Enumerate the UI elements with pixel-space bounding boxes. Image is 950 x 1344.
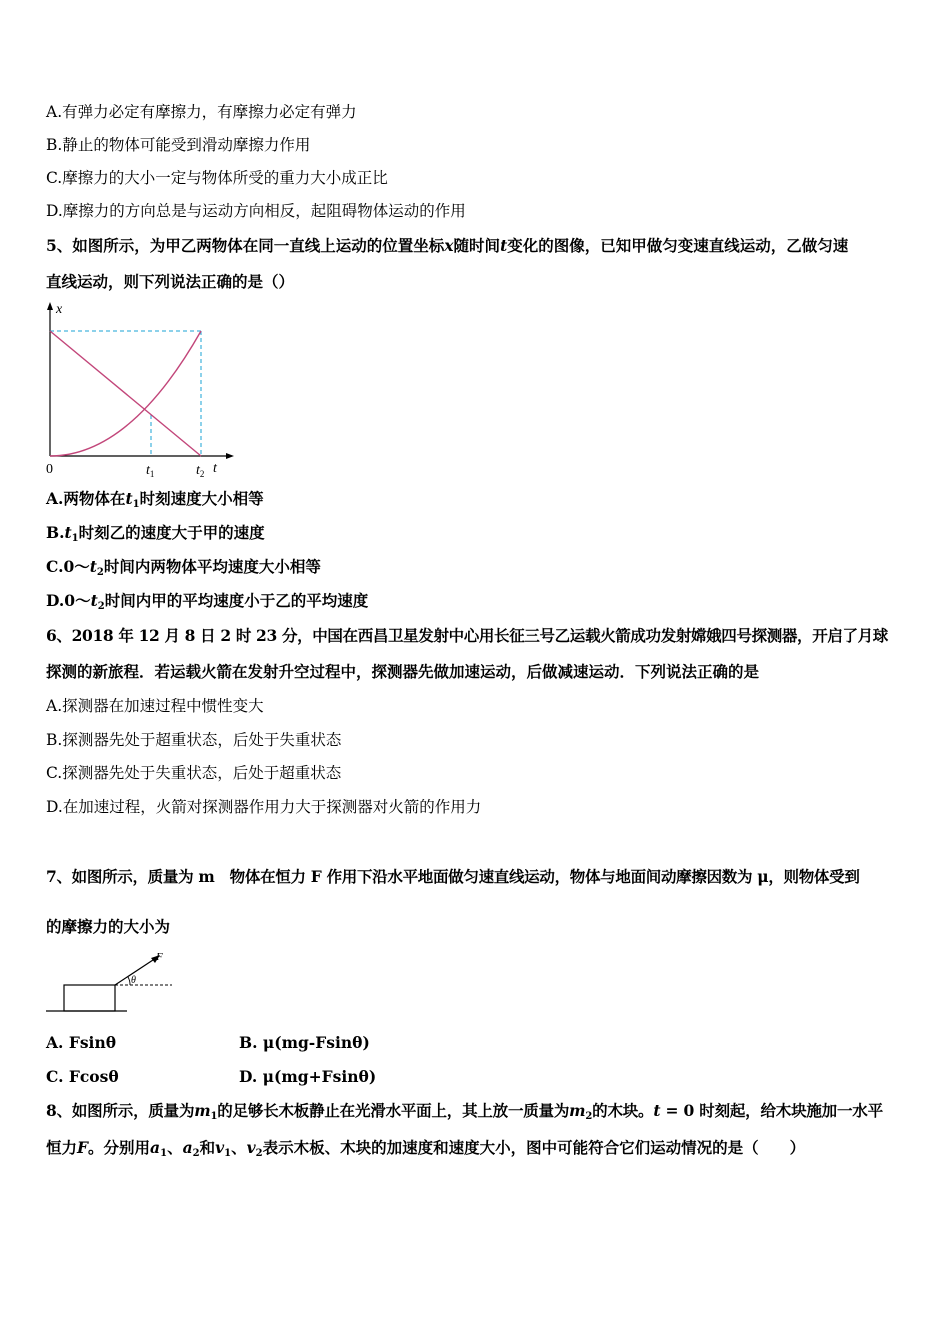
q6-option-d: D.在加速过程，火箭对探测器作用力大于探测器对火箭的作用力 xyxy=(46,798,482,816)
q5-var-x: x xyxy=(444,236,454,255)
q6-option-b: B.探测器先处于超重状态，后处于失重状态 xyxy=(46,731,342,749)
subscript: 2 xyxy=(585,1111,593,1122)
var-t: t xyxy=(64,523,72,542)
x-axis-label: t xyxy=(213,461,217,476)
subscript: 1 xyxy=(71,533,79,544)
var-m: m xyxy=(569,1101,586,1120)
q8-stem-line2 xyxy=(46,1138,805,1164)
q4-option-a: A.有弹力必定有摩擦力，有摩擦力必定有弹力 xyxy=(46,103,357,121)
subscript: 1 xyxy=(210,1111,218,1122)
q7-option-b: B. μ(mg-Fsinθ) xyxy=(239,1033,370,1052)
var-t: t xyxy=(125,489,133,508)
stem-text: 的足够长木板静止在光滑水平面上，其上放一质量为 xyxy=(217,1101,570,1120)
option-text: 时刻乙的速度大于甲的速度 xyxy=(78,523,265,542)
x-axis-arrow xyxy=(226,453,234,459)
line-yi-uniform xyxy=(50,331,201,456)
subscript: 2 xyxy=(255,1148,263,1159)
option-text: 时间内两物体平均速度大小相等 xyxy=(103,557,321,576)
q5-stem-line2: 直线运动，则下列说法正确的是（） xyxy=(46,272,295,291)
q7-block-force-figure xyxy=(44,948,178,1014)
option-text: 时间内甲的平均速度小于乙的平均速度 xyxy=(104,591,369,610)
subscript: 1 xyxy=(132,499,140,510)
angle-label: θ xyxy=(131,975,136,986)
q7-stem-line2: 的摩擦力的大小为 xyxy=(46,917,171,936)
q5-stem-text: 随时间 xyxy=(453,236,501,255)
option-text: B. xyxy=(46,523,65,542)
subscript: 2 xyxy=(192,1148,200,1159)
var-v: v xyxy=(246,1138,256,1157)
q8-stem-line1 xyxy=(46,1101,883,1127)
q5-option-d xyxy=(46,591,368,617)
q7-option-a: A. Fsinθ xyxy=(46,1033,117,1052)
var-t: t xyxy=(653,1101,661,1120)
t1-label-main: t xyxy=(146,463,150,478)
q5-var-t: t xyxy=(500,236,508,255)
t2-label-sub: 2 xyxy=(199,469,205,479)
stem-text: 表示木板、木块的加速度和速度大小，图中可能符合它们运动情况的是（ ） xyxy=(262,1138,806,1157)
option-text: A.两物体在 xyxy=(46,489,126,508)
var-a: a xyxy=(150,1138,161,1157)
y-axis-arrow xyxy=(47,302,53,310)
stem-text: 和 xyxy=(199,1138,216,1157)
t2-label-main: t xyxy=(196,463,200,478)
var-a: a xyxy=(182,1138,193,1157)
q5-option-a xyxy=(46,489,264,515)
subscript: 1 xyxy=(160,1148,168,1159)
stem-text: 恒力 xyxy=(46,1138,78,1157)
t1-label-sub: 1 xyxy=(149,469,155,479)
option-text: D.0～ xyxy=(46,591,91,610)
var-t: t xyxy=(90,591,98,610)
q7-stem-line1: 7、如图所示，质量为 m 物体在恒力 F 作用下沿水平地面做匀速直线运动，物体与地面间动摩擦因数为 μ，则物体受到 xyxy=(46,867,860,886)
var-m: m xyxy=(194,1101,211,1120)
q4-option-c: C.摩擦力的大小一定与物体所受的重力大小成正比 xyxy=(46,169,388,187)
q7-option-d: D. μ(mg+Fsinθ) xyxy=(239,1067,377,1086)
stem-text: = 0 时刻起，给木块施加一水平 xyxy=(660,1101,883,1120)
option-text: 时刻速度大小相等 xyxy=(139,489,264,508)
q5-stem-text: 5、如图所示，为甲乙两物体在同一直线上运动的位置坐标 xyxy=(46,236,445,255)
var-F: F xyxy=(77,1138,89,1157)
q6-option-c: C.探测器先处于失重状态，后处于超重状态 xyxy=(46,764,342,782)
q5-stem-line1 xyxy=(46,236,848,256)
stem-text: 。分别用 xyxy=(88,1138,151,1157)
force-label: F xyxy=(156,951,163,963)
q6-stem-line2: 探测的新旅程．若运载火箭在发射升空过程中，探测器先做加速运动，后做减速运动．下列说法正确的是 xyxy=(46,662,760,681)
separator: 、 xyxy=(231,1138,247,1157)
q6-stem-line1: 6、2018 年 12 月 8 日 2 时 23 分，中国在西昌卫星发射中心用长征三号乙运载火箭成功发射嫦娥四号探测器，开启了月球 xyxy=(46,626,888,645)
t1-label xyxy=(146,463,154,479)
angle-arc xyxy=(128,977,130,985)
subscript: 1 xyxy=(224,1148,232,1159)
q6-option-a: A.探测器在加速过程中惯性变大 xyxy=(46,697,264,715)
origin-label: 0 xyxy=(46,462,53,477)
q5-stem-text: 变化的图像，已知甲做匀变速直线运动，乙做匀速 xyxy=(507,236,849,255)
subscript: 2 xyxy=(96,567,104,578)
stem-text: 8、如图所示，质量为 xyxy=(46,1101,195,1120)
separator: 、 xyxy=(167,1138,183,1157)
var-t: t xyxy=(89,557,97,576)
q7-option-c: C. Fcosθ xyxy=(46,1067,119,1086)
q4-option-d: D.摩擦力的方向总是与运动方向相反，起阻碍物体运动的作用 xyxy=(46,202,466,220)
y-axis-label: x xyxy=(56,302,63,317)
t2-label xyxy=(196,463,204,479)
subscript: 2 xyxy=(97,601,105,612)
q5-option-b xyxy=(46,523,265,549)
option-text: C.0～ xyxy=(46,557,90,576)
var-v: v xyxy=(215,1138,225,1157)
block xyxy=(64,985,115,1011)
stem-text: 的木块。 xyxy=(592,1101,654,1120)
q4-option-b: B.静止的物体可能受到滑动摩擦力作用 xyxy=(46,136,311,154)
q5-option-c xyxy=(46,557,321,583)
q5-position-time-graph xyxy=(40,298,240,480)
